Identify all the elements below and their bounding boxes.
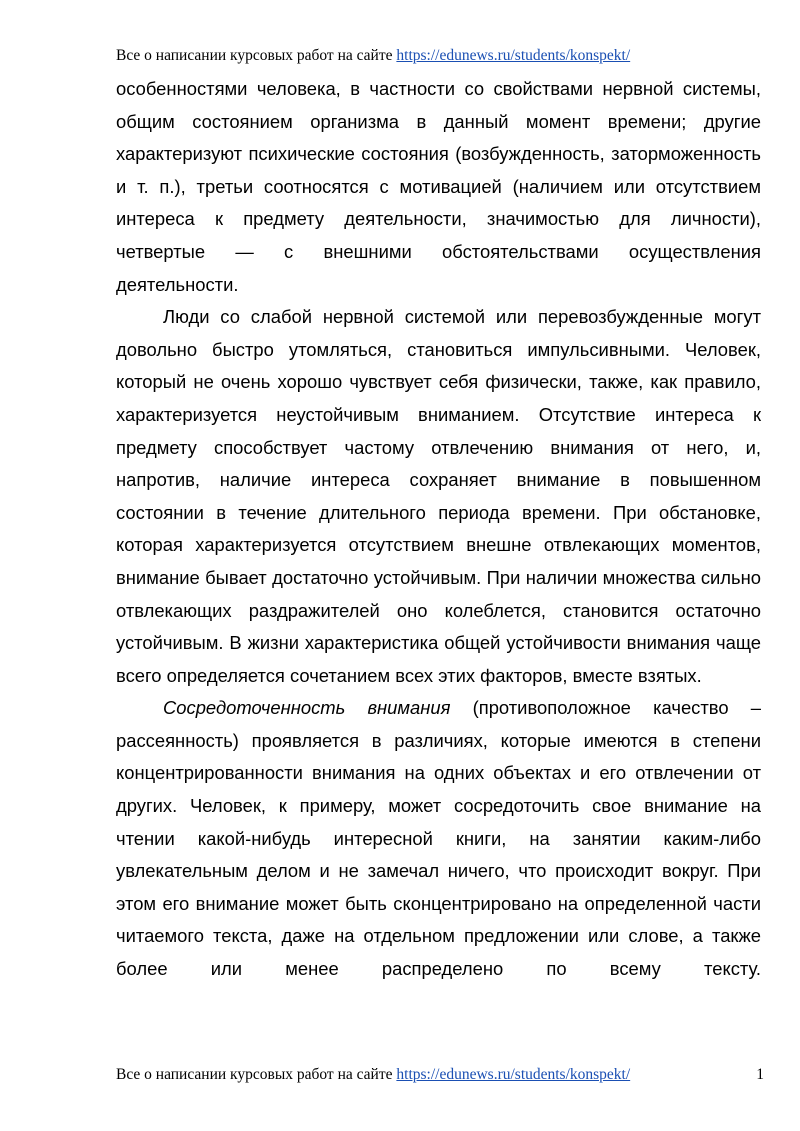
page-header bbox=[116, 47, 630, 65]
paragraph-1: особенностями человека, в частности со свойствами нервной системы, общим состоянием организма в данный момент времени; другие характеризуют психические состояния (возбужденность, заторможенность и т. п.), третьи соотносятся с мотивацией (наличием или отсутствием интереса к предмету деятельности, значимостью для личности), четвертые — с внешними обстоятельствами осуществления деятельности. bbox=[116, 78, 761, 295]
footer-text: Все о написании курсовых работ на сайте bbox=[116, 1066, 397, 1083]
document-body bbox=[116, 73, 761, 986]
footer-link[interactable]: https://edunews.ru/students/konspekt/ bbox=[396, 1066, 631, 1083]
term-concentration: Сосредоточенность внимания bbox=[163, 697, 451, 719]
page-number: 1 bbox=[756, 1066, 764, 1083]
header-link[interactable]: https://edunews.ru/students/konspekt/ bbox=[396, 47, 631, 64]
header-text: Все о написании курсовых работ на сайте bbox=[116, 47, 397, 64]
page-footer bbox=[116, 1066, 764, 1084]
paragraph-3 bbox=[116, 692, 761, 985]
paragraph-2: Люди со слабой нервной системой или перевозбужденные могут довольно быстро утомляться, становиться импульсивными. Человек, который не очень хорошо чувствует себя физически, также, как правило, характеризуется неустойчивым вниманием. Отсутствие интереса к предмету способствует частому отвлечению внимания от него, и, напротив, наличие интереса сохраняет внимание в повышенном состоянии в течение длительного периода времени. При обстановке, которая характеризуется отсутствием внешне отвлекающих моментов, внимание бывает достаточно устойчивым. При наличии множества сильно отвлекающих раздражителей оно колеблется, становится остаточно устойчивым. В жизни характеристика общей устойчивости внимания чаще всего определяется сочетанием всех этих факторов, вместе взятых. bbox=[116, 306, 761, 686]
paragraph-3-text: (противоположное качество – рассеянность) проявляется в различиях, которые имеются в степени концентрированности внимания на одних объектах и его отвлечении от других. Человек, к примеру, может сосредоточить свое внимание на чтении какой-нибудь интересной книги, на занятии каким-либо увлекательным делом и не замечал ничего, что происходит вокруг. При этом его внимание может быть сконцентрировано на определенной части читаемого текста, даже на отдельном предложении или слове, а также более или менее распределено по всему тексту. bbox=[116, 697, 762, 980]
